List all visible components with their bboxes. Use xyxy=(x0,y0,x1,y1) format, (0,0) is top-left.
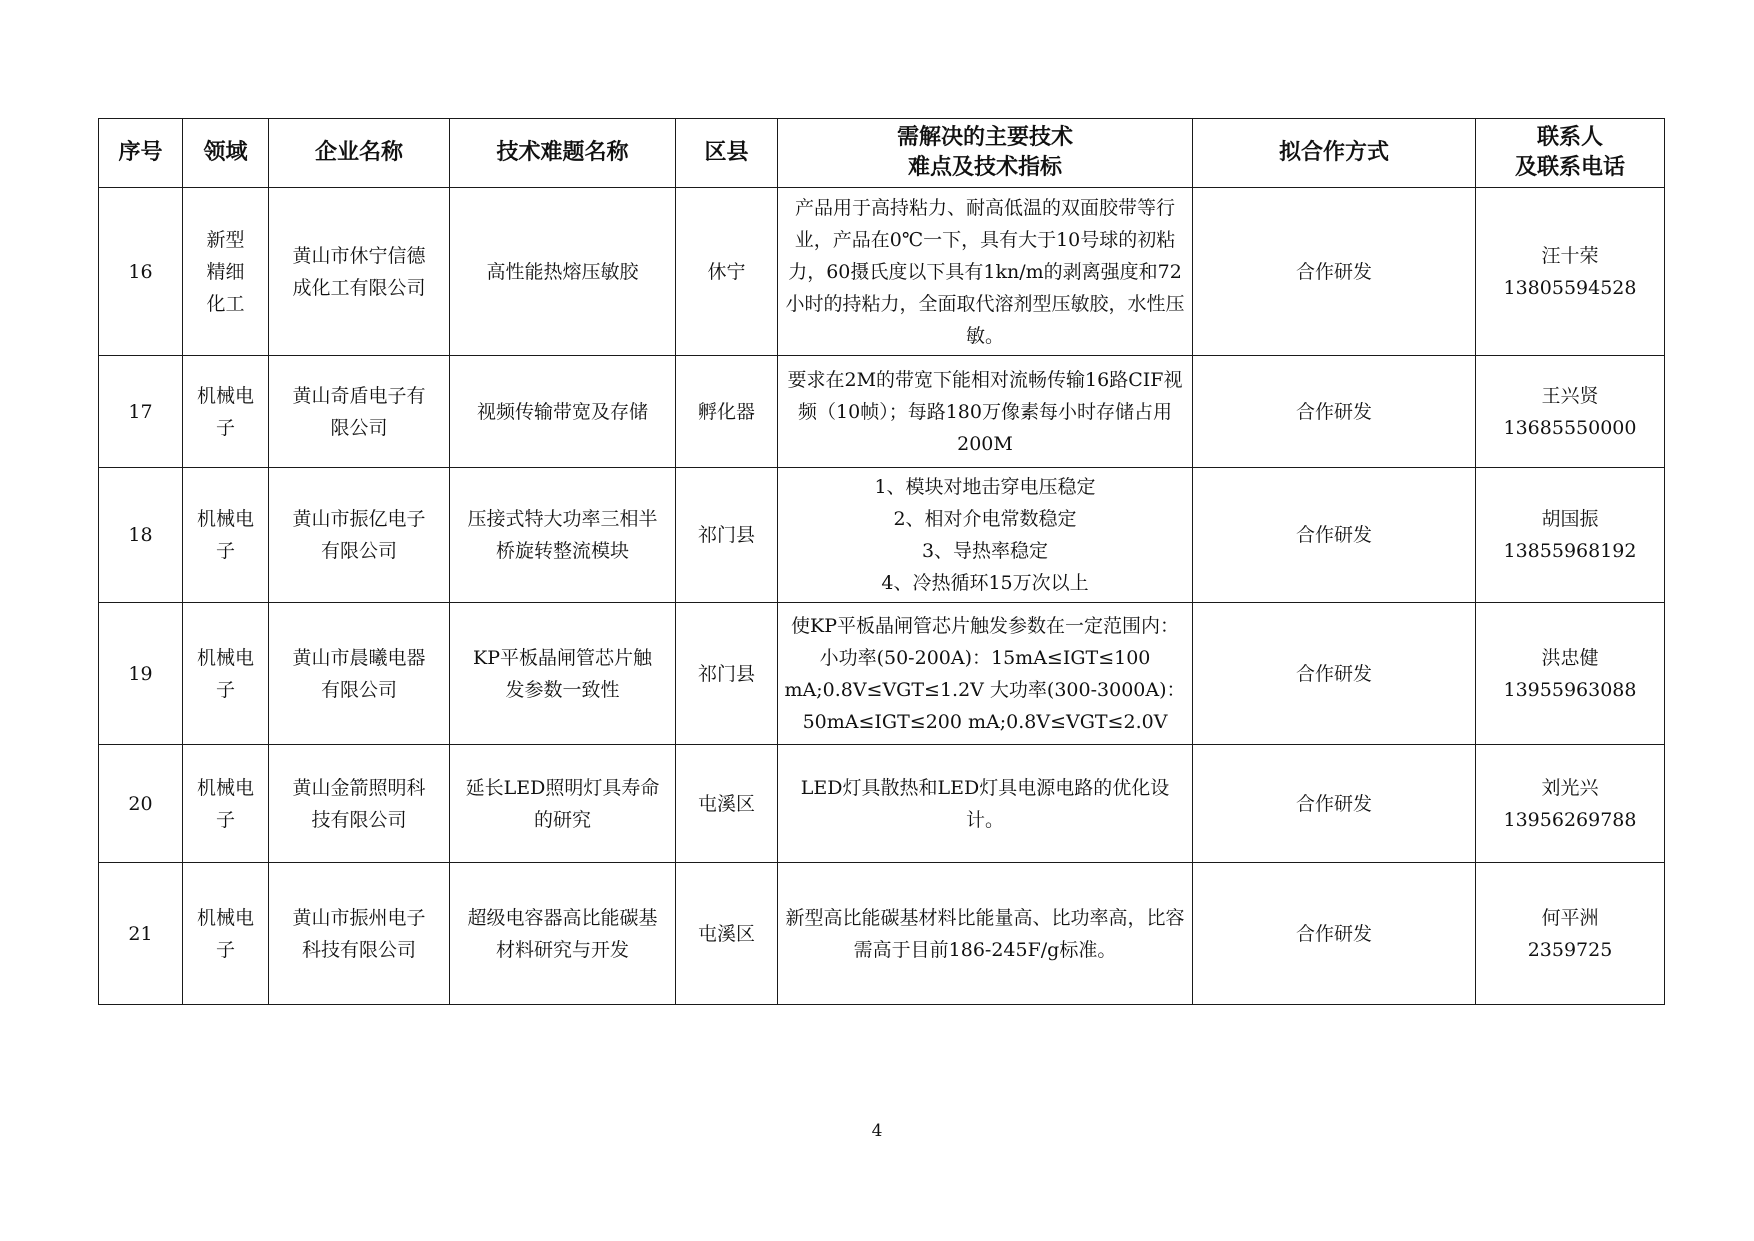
company-line: 黄山奇盾电子有 xyxy=(292,384,426,407)
cell-company xyxy=(269,188,450,356)
desc-line: 产品用于高持粘力、耐高低温的双面胶带等行业，产品在0℃一下，具有大于10号球的初粘力，60摄氏度以下具有1kn/m的剥离强度和72小时的持粘力，全面取代溶剂型压敏胶，水性压敏。 xyxy=(785,196,1185,347)
desc-line: 要求在2M的带宽下能相对流畅传输16路CIF视频（10帧）；每路180万像素每小时存储占用200M xyxy=(787,368,1183,455)
desc-line: LED灯具散热和LED灯具电源电路的优化设计。 xyxy=(800,776,1170,831)
problem-line: 发参数一致性 xyxy=(505,678,620,701)
cell-desc xyxy=(778,468,1193,603)
cell-county: 屯溪区 xyxy=(676,745,778,863)
cell-coop: 合作研发 xyxy=(1193,603,1476,745)
desc-line: 3、导热率稳定 xyxy=(921,540,1049,562)
cell-field xyxy=(183,356,269,468)
cell-problem xyxy=(450,603,676,745)
contact-phone: 13685550000 xyxy=(1503,416,1637,439)
field-line: 子 xyxy=(215,416,235,439)
field-line: 机械电 xyxy=(196,906,254,929)
cell-coop: 合作研发 xyxy=(1193,188,1476,356)
field-line: 子 xyxy=(215,938,235,961)
cell-coop: 合作研发 xyxy=(1193,356,1476,468)
cell-field xyxy=(183,863,269,1005)
cell-seq: 17 xyxy=(99,356,183,468)
cell-coop: 合作研发 xyxy=(1193,863,1476,1005)
field-line: 机械电 xyxy=(196,776,254,799)
problem-line: 材料研究与开发 xyxy=(495,938,629,961)
problem-line: 延长LED照明灯具寿命 xyxy=(465,776,660,799)
table-row xyxy=(99,188,1665,356)
cell-desc xyxy=(778,603,1193,745)
company-line: 技有限公司 xyxy=(311,808,407,831)
table-body xyxy=(99,188,1665,1005)
cell-company xyxy=(269,356,450,468)
problem-line: 视频传输带宽及存储 xyxy=(476,400,648,423)
contact-phone: 13955963088 xyxy=(1503,678,1637,701)
field-line: 机械电 xyxy=(196,646,254,669)
contact-name: 刘光兴 xyxy=(1541,776,1599,799)
company-line: 黄山金箭照明科 xyxy=(292,776,426,799)
table-row xyxy=(99,745,1665,863)
contact-name: 汪十荣 xyxy=(1541,244,1599,267)
cell-contact xyxy=(1476,745,1665,863)
cell-company xyxy=(269,603,450,745)
company-line: 限公司 xyxy=(330,416,388,439)
cell-county: 祁门县 xyxy=(676,603,778,745)
cell-company xyxy=(269,468,450,603)
page-number: 4 xyxy=(871,1121,883,1141)
cell-county: 休宁 xyxy=(676,188,778,356)
cell-problem xyxy=(450,468,676,603)
table-row xyxy=(99,863,1665,1005)
table-row xyxy=(99,356,1665,468)
field-line: 子 xyxy=(215,540,235,562)
header-coop: 拟合作方式 xyxy=(1193,119,1476,188)
company-line: 黄山市振州电子 xyxy=(292,906,426,929)
cell-contact xyxy=(1476,468,1665,603)
table-row xyxy=(99,603,1665,745)
company-line: 有限公司 xyxy=(320,540,397,562)
problem-line: 超级电容器高比能碳基 xyxy=(467,906,658,929)
header-contact-line1: 联系人 xyxy=(1536,125,1603,150)
cell-county: 屯溪区 xyxy=(676,863,778,1005)
field-line: 子 xyxy=(215,678,235,701)
contact-name: 何平洲 xyxy=(1541,906,1599,929)
cell-county: 孵化器 xyxy=(676,356,778,468)
cell-problem xyxy=(450,863,676,1005)
cell-desc xyxy=(778,356,1193,468)
problem-line: 的研究 xyxy=(533,808,591,831)
field-line: 机械电 xyxy=(196,384,254,407)
header-tech xyxy=(778,119,1193,188)
company-line: 有限公司 xyxy=(320,678,397,701)
company-line: 黄山市休宁信德 xyxy=(292,244,426,267)
contact-phone: 2359725 xyxy=(1527,938,1613,961)
problem-line: 桥旋转整流模块 xyxy=(495,540,629,562)
cell-coop: 合作研发 xyxy=(1193,468,1476,603)
desc-line: 4、冷热循环15万次以上 xyxy=(881,572,1089,594)
cell-field xyxy=(183,468,269,603)
desc-line: 新型高比能碳基材料比能量高、比功率高，比容需高于目前186-245F/g标准。 xyxy=(785,906,1185,961)
field-line: 化工 xyxy=(206,292,245,315)
contact-name: 洪忠健 xyxy=(1541,646,1599,669)
cell-desc xyxy=(778,188,1193,356)
company-line: 科技有限公司 xyxy=(301,938,416,961)
cell-county: 祁门县 xyxy=(676,468,778,603)
table-row xyxy=(99,468,1665,603)
cell-problem xyxy=(450,745,676,863)
desc-line: 2、相对介电常数稳定 xyxy=(893,508,1077,530)
problem-line: KP平板晶闸管芯片触 xyxy=(473,646,652,669)
cell-seq: 21 xyxy=(99,863,183,1005)
desc-line: 使KP平板晶闸管芯片触发参数在一定范围内：小功率(50-200A)：15mA≤IGT≤100 mA;0.8V≤VGT≤1.2V 大功率(300-3000A)：50mA≤IGT≤200 mA;0.8V≤VGT≤2.0V xyxy=(784,614,1186,733)
field-line: 机械电 xyxy=(196,508,254,530)
cell-problem xyxy=(450,356,676,468)
cell-contact xyxy=(1476,356,1665,468)
cell-company xyxy=(269,863,450,1005)
cell-desc xyxy=(778,863,1193,1005)
header-seq: 序号 xyxy=(99,119,183,188)
field-line: 子 xyxy=(215,808,235,831)
cell-field xyxy=(183,188,269,356)
cell-seq: 16 xyxy=(99,188,183,356)
company-line: 成化工有限公司 xyxy=(292,276,426,299)
cell-coop: 合作研发 xyxy=(1193,745,1476,863)
cell-company xyxy=(269,745,450,863)
header-tech-line2: 难点及技术指标 xyxy=(907,155,1062,180)
tech-problems-table xyxy=(98,118,1665,1005)
contact-name: 王兴贤 xyxy=(1541,384,1599,407)
header-tech-line1: 需解决的主要技术 xyxy=(896,125,1073,150)
contact-phone: 13805594528 xyxy=(1503,276,1637,299)
company-line: 黄山市晨曦电器 xyxy=(292,646,426,669)
cell-contact xyxy=(1476,603,1665,745)
table-header xyxy=(99,119,1665,188)
header-county: 区县 xyxy=(676,119,778,188)
cell-desc xyxy=(778,745,1193,863)
field-line: 精细 xyxy=(206,260,245,283)
contact-phone: 13855968192 xyxy=(1503,540,1637,562)
header-field: 领域 xyxy=(183,119,269,188)
problem-line: 高性能热熔压敏胶 xyxy=(486,260,639,283)
cell-seq: 19 xyxy=(99,603,183,745)
cell-field xyxy=(183,745,269,863)
header-row xyxy=(99,119,1665,188)
contact-phone: 13956269788 xyxy=(1503,808,1637,831)
cell-problem xyxy=(450,188,676,356)
contact-name: 胡国振 xyxy=(1541,508,1599,530)
cell-contact xyxy=(1476,863,1665,1005)
cell-seq: 18 xyxy=(99,468,183,603)
problem-line: 压接式特大功率三相半 xyxy=(467,508,658,530)
cell-seq: 20 xyxy=(99,745,183,863)
header-contact xyxy=(1476,119,1665,188)
header-problem: 技术难题名称 xyxy=(450,119,676,188)
cell-field xyxy=(183,603,269,745)
desc-line: 1、模块对地击穿电压稳定 xyxy=(874,476,1096,498)
company-line: 黄山市振亿电子 xyxy=(292,508,426,530)
header-company: 企业名称 xyxy=(269,119,450,188)
field-line: 新型 xyxy=(206,228,245,251)
cell-contact xyxy=(1476,188,1665,356)
header-contact-line2: 及联系电话 xyxy=(1514,155,1625,180)
